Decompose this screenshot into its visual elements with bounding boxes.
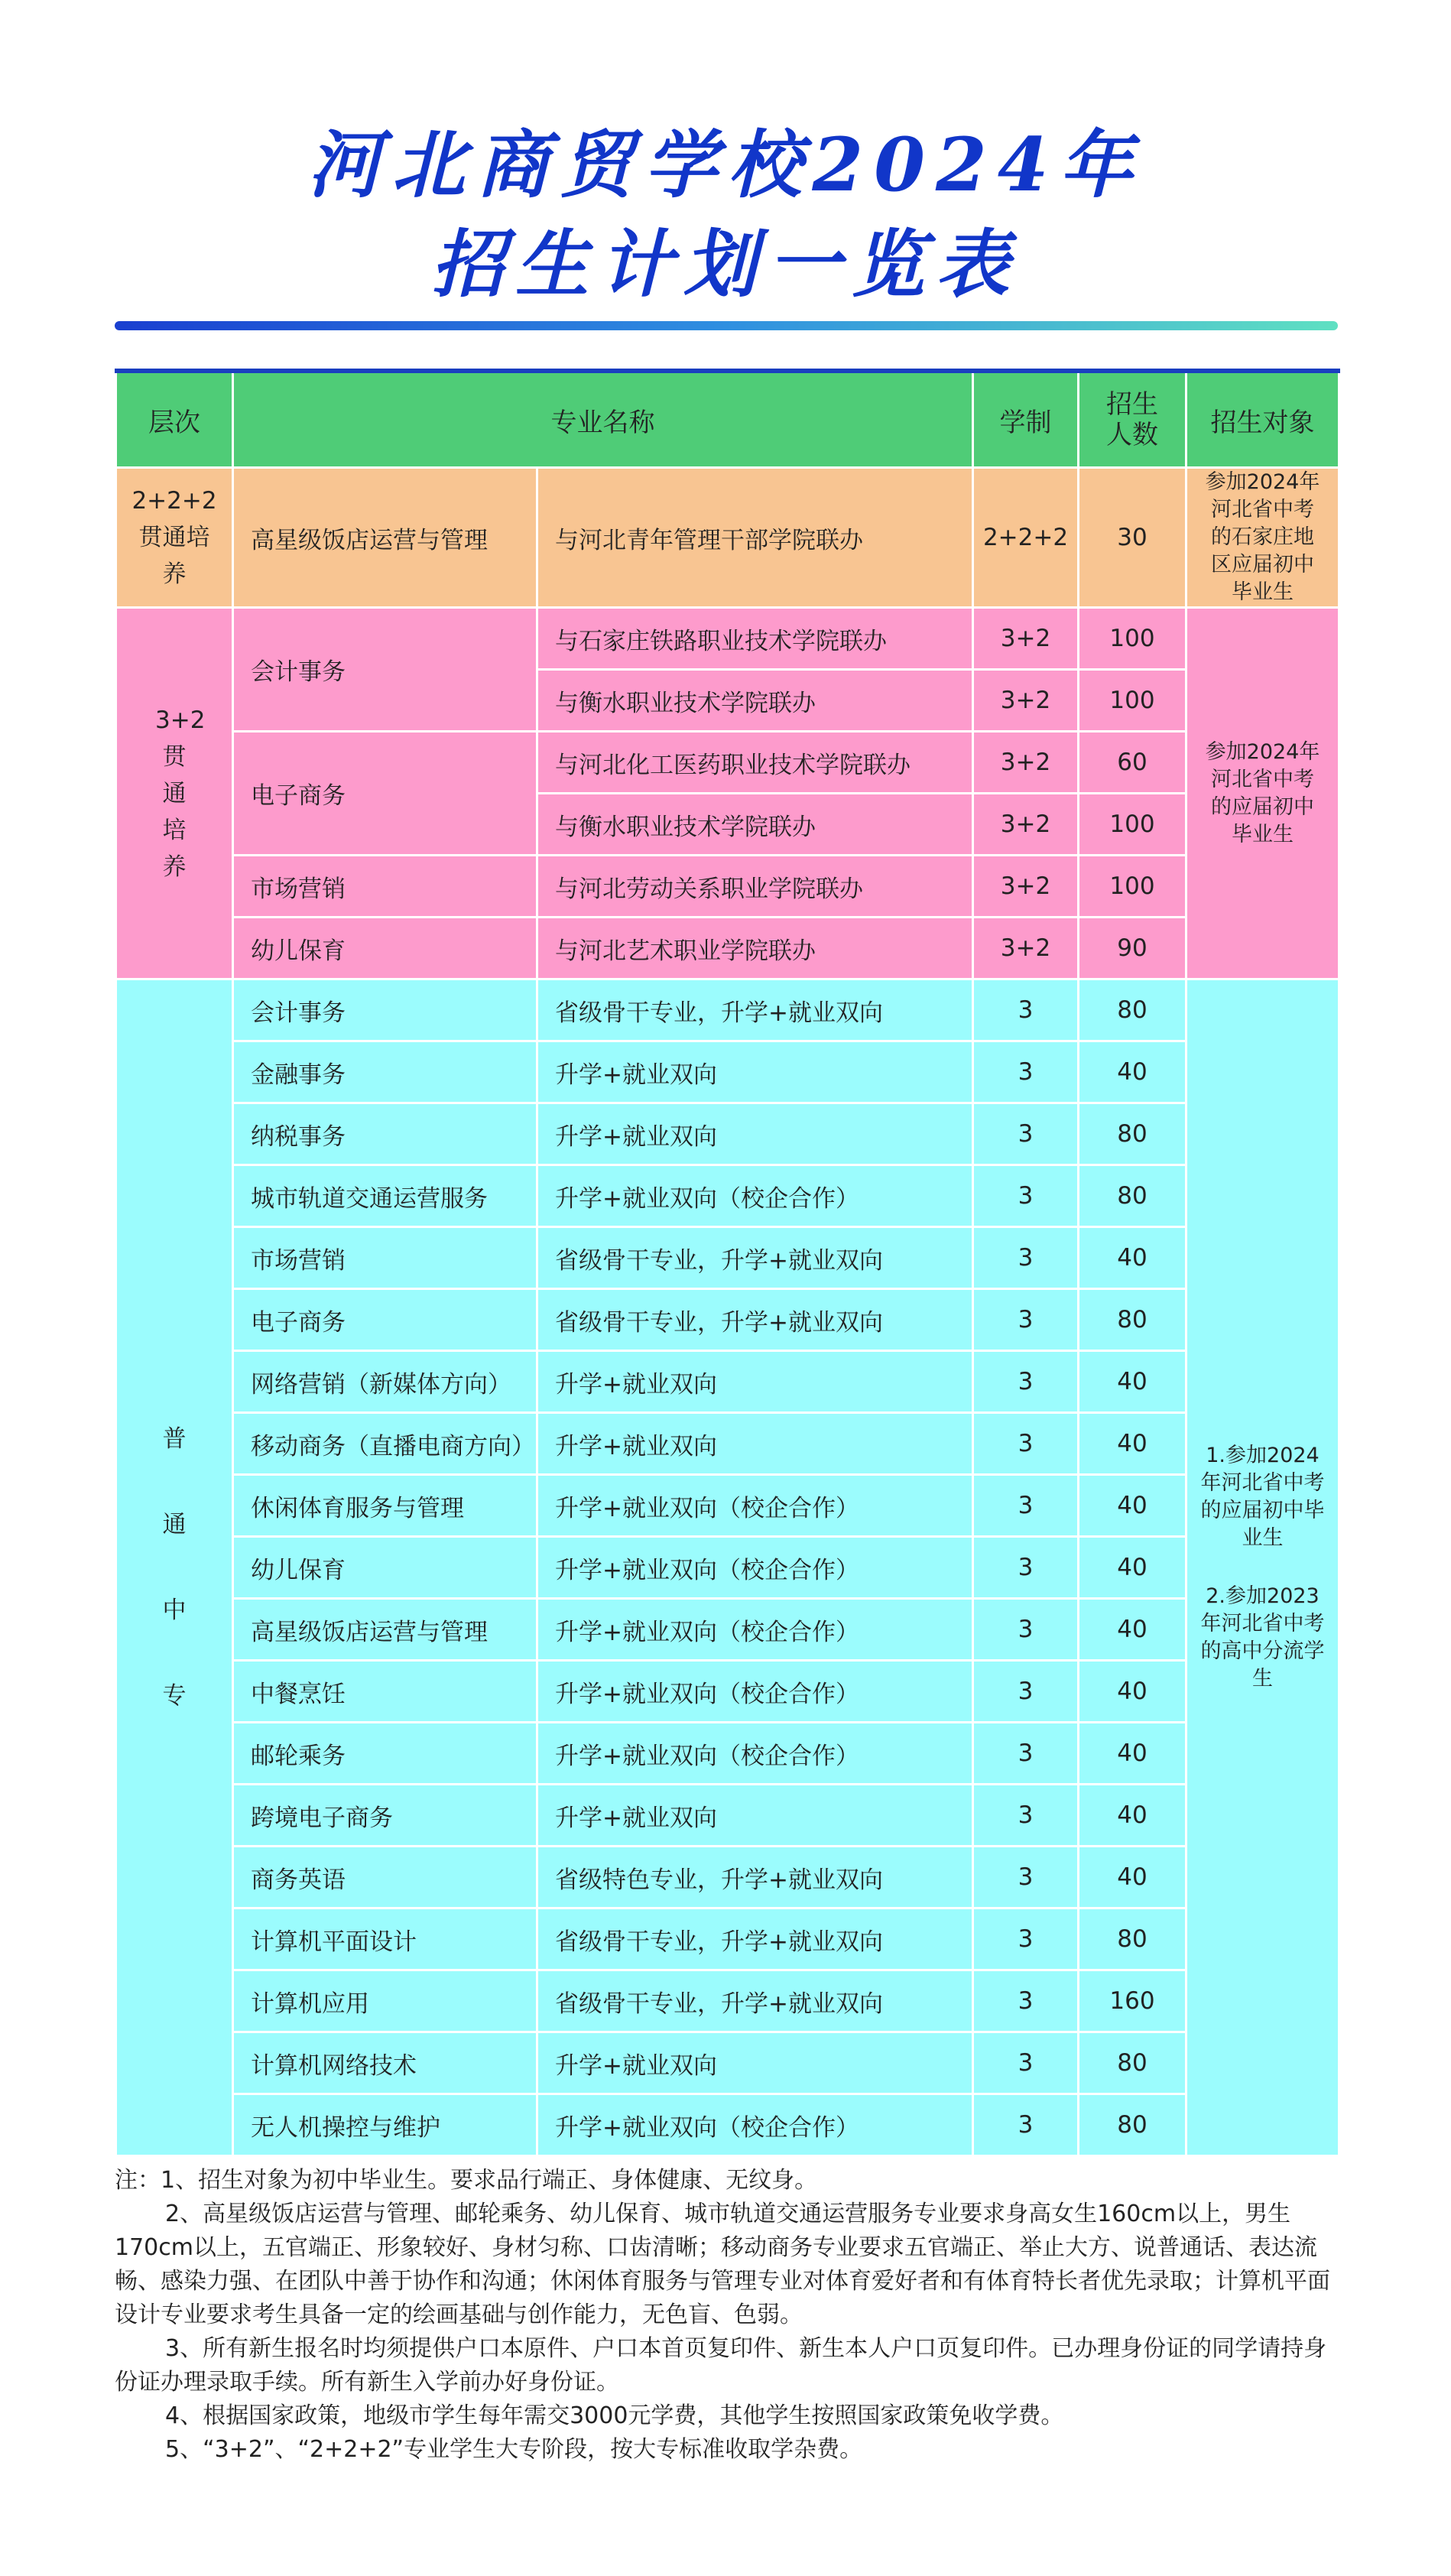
major-cell: 高星级饭店运营与管理: [233, 468, 537, 608]
major-cell: 城市轨道交通运营服务: [233, 1165, 537, 1227]
major-cell: 幼儿保育: [233, 1537, 537, 1599]
quota-cell: 40: [1079, 1041, 1186, 1103]
quota-cell: 30: [1079, 468, 1186, 608]
notes-section: [115, 2164, 1338, 2467]
table-row: [116, 1908, 1339, 1970]
table-row: [116, 468, 1339, 608]
duration-cell: 3: [973, 2094, 1079, 2156]
major-cell: 移动商务（直播电商方向）: [233, 1413, 537, 1475]
note-cell: 省级骨干专业，升学+就业双向: [537, 979, 973, 1041]
quota-cell: 40: [1079, 1413, 1186, 1475]
target-line-1: 1.参加2024年河北省中考的应届初中毕业生: [1200, 1444, 1325, 1550]
note-cell: 与河北化工医药职业技术学院联办: [537, 732, 973, 794]
level-cell: 2+2+2贯通培养: [116, 468, 233, 608]
duration-cell: 3: [973, 1413, 1079, 1475]
major-cell: 休闲体育服务与管理: [233, 1475, 537, 1537]
duration-cell: 3: [973, 1351, 1079, 1413]
table-row: [116, 918, 1339, 979]
quota-cell: 80: [1079, 1908, 1186, 1970]
quota-cell: 100: [1079, 856, 1186, 918]
table-row: [116, 1475, 1339, 1537]
table-row: [116, 1599, 1339, 1661]
note-cell: 升学+就业双向（校企合作）: [537, 1599, 973, 1661]
quota-cell: 40: [1079, 1847, 1186, 1908]
major-cell: 中餐烹饪: [233, 1661, 537, 1723]
page-title-line2: 招生计划一览表: [431, 221, 1020, 307]
table-row: [116, 1413, 1339, 1475]
quota-cell: 80: [1079, 979, 1186, 1041]
note-cell: 升学+就业双向（校企合作）: [537, 2094, 973, 2156]
target-line-2: 2.参加2023年河北省中考的高中分流学生: [1200, 1584, 1325, 1691]
note-cell: 省级骨干专业，升学+就业双向: [537, 1289, 973, 1351]
duration-cell: 3+2: [973, 918, 1079, 979]
quota-cell: 40: [1079, 1785, 1186, 1847]
title-underline: [115, 321, 1338, 330]
note-cell: 与衡水职业技术学院联办: [537, 794, 973, 856]
target-cell: [1186, 979, 1339, 2156]
quota-cell: 60: [1079, 732, 1186, 794]
duration-cell: 3: [973, 1041, 1079, 1103]
table-row: [116, 856, 1339, 918]
major-cell: 会计事务: [233, 979, 537, 1041]
enrollment-plan-table: [115, 369, 1340, 2157]
duration-cell: 3: [973, 1475, 1079, 1537]
duration-cell: 3: [973, 1165, 1079, 1227]
major-cell: 邮轮乘务: [233, 1723, 537, 1785]
note-cell: 升学+就业双向（校企合作）: [537, 1475, 973, 1537]
note-cell: 升学+就业双向: [537, 1103, 973, 1165]
duration-cell: 3: [973, 1289, 1079, 1351]
note-cell: 升学+就业双向（校企合作）: [537, 1723, 973, 1785]
duration-cell: 3+2: [973, 732, 1079, 794]
quota-cell: 100: [1079, 670, 1186, 732]
major-cell: 市场营销: [233, 856, 537, 918]
table-row: [116, 1847, 1339, 1908]
quota-cell: 80: [1079, 2094, 1186, 2156]
major-cell: 无人机操控与维护: [233, 2094, 537, 2156]
major-cell: 幼儿保育: [233, 918, 537, 979]
duration-cell: 3+2: [973, 608, 1079, 670]
duration-cell: 3+2: [973, 794, 1079, 856]
note-cell: 省级骨干专业，升学+就业双向: [537, 1908, 973, 1970]
quota-cell: 100: [1079, 794, 1186, 856]
duration-cell: 3+2: [973, 670, 1079, 732]
duration-cell: 3: [973, 1723, 1079, 1785]
table-row: [116, 1785, 1339, 1847]
major-cell: 计算机应用: [233, 1970, 537, 2032]
quota-cell: 40: [1079, 1475, 1186, 1537]
quota-cell: 40: [1079, 1723, 1186, 1785]
note-item: 5、“3+2”、“2+2+2”专业学生大专阶段，按大专标准收取学杂费。: [165, 2436, 863, 2463]
duration-cell: 3: [973, 1785, 1079, 1847]
table-row: [116, 1103, 1339, 1165]
duration-cell: 3: [973, 1103, 1079, 1165]
duration-cell: 3: [973, 1970, 1079, 2032]
quota-cell: 80: [1079, 2032, 1186, 2094]
table-row: [116, 1661, 1339, 1723]
major-cell: 跨境电子商务: [233, 1785, 537, 1847]
table-row: [116, 1165, 1339, 1227]
quota-cell: 90: [1079, 918, 1186, 979]
note-cell: 省级骨干专业，升学+就业双向: [537, 1970, 973, 2032]
table-row: [116, 608, 1339, 670]
major-cell: 电子商务: [233, 732, 537, 856]
table-row: [116, 1537, 1339, 1599]
note-cell: 与衡水职业技术学院联办: [537, 670, 973, 732]
note-cell: 与河北艺术职业学院联办: [537, 918, 973, 979]
table-row: [116, 1723, 1339, 1785]
duration-cell: 3: [973, 1908, 1079, 1970]
note-cell: 升学+就业双向（校企合作）: [537, 1661, 973, 1723]
table-row: [116, 732, 1339, 794]
header-major: 专业名称: [233, 371, 973, 468]
major-cell: 网络营销（新媒体方向）: [233, 1351, 537, 1413]
note-cell: 升学+就业双向: [537, 1413, 973, 1475]
major-cell: 高星级饭店运营与管理: [233, 1599, 537, 1661]
header-quota: 招生人数: [1079, 371, 1186, 468]
duration-cell: 3+2: [973, 856, 1079, 918]
note-cell: 升学+就业双向: [537, 1041, 973, 1103]
duration-cell: 2+2+2: [973, 468, 1079, 608]
table-row: [116, 1289, 1339, 1351]
quota-cell: 80: [1079, 1103, 1186, 1165]
note-cell: 与河北劳动关系职业学院联办: [537, 856, 973, 918]
table-row: [116, 1041, 1339, 1103]
major-cell: 电子商务: [233, 1289, 537, 1351]
major-cell: 计算机平面设计: [233, 1908, 537, 1970]
table-row: [116, 2094, 1339, 2156]
quota-cell: 100: [1079, 608, 1186, 670]
duration-cell: 3: [973, 979, 1079, 1041]
note-cell: 升学+就业双向: [537, 2032, 973, 2094]
note-item: 4、根据国家政策，地级市学生每年需交3000元学费，其他学生按照国家政策免收学费。: [165, 2402, 1064, 2429]
table-row: [116, 1970, 1339, 2032]
quota-cell: 40: [1079, 1537, 1186, 1599]
quota-cell: 80: [1079, 1165, 1186, 1227]
quota-cell: 40: [1079, 1661, 1186, 1723]
target-cell: 参加2024年河北省中考的应届初中毕业生: [1186, 608, 1339, 979]
table-header-row: [116, 371, 1339, 468]
note-cell: 升学+就业双向（校企合作）: [537, 1165, 973, 1227]
table-row: [116, 1351, 1339, 1413]
duration-cell: 3: [973, 1661, 1079, 1723]
major-cell: 金融事务: [233, 1041, 537, 1103]
level-cell: 3+2贯通培养: [116, 608, 233, 979]
duration-cell: 3: [973, 1537, 1079, 1599]
note-cell: 与石家庄铁路职业技术学院联办: [537, 608, 973, 670]
major-cell: 会计事务: [233, 608, 537, 732]
major-cell: 商务英语: [233, 1847, 537, 1908]
major-cell: 计算机网络技术: [233, 2032, 537, 2094]
note-cell: 与河北青年管理干部学院联办: [537, 468, 973, 608]
target-cell: 参加2024年河北省中考的石家庄地区应届初中毕业生: [1186, 468, 1339, 608]
quota-cell: 40: [1079, 1227, 1186, 1289]
header-duration: 学制: [973, 371, 1079, 468]
table-row: [116, 979, 1339, 1041]
duration-cell: 3: [973, 2032, 1079, 2094]
note-item: 2、高星级饭店运营与管理、邮轮乘务、幼儿保育、城市轨道交通运营服务专业要求身高女生160cm以上，男生170cm以上，五官端正、形象较好、身材匀称、口齿清晰；移动商务专业要求五官端正、举止大方、说普通话、表达流畅、感染力强、在团队中善于协作和沟通；休闲体育服务与管理专业对体育爱好者和有体育特长者优先录取；计算机平面设计专业要求考生具备一定的绘画基础与创作能力，无色盲、色弱。: [115, 2201, 1330, 2328]
note-cell: 升学+就业双向（校企合作）: [537, 1537, 973, 1599]
major-cell: 纳税事务: [233, 1103, 537, 1165]
note-cell: 升学+就业双向: [537, 1785, 973, 1847]
duration-cell: 3: [973, 1599, 1079, 1661]
page-title-line1: 河北商贸学校2024年: [307, 122, 1144, 208]
table-row: [116, 1227, 1339, 1289]
quota-cell: 40: [1079, 1599, 1186, 1661]
note-cell: 省级特色专业，升学+就业双向: [537, 1847, 973, 1908]
note-cell: 升学+就业双向: [537, 1351, 973, 1413]
note-item: 注：1、招生对象为初中毕业生。要求品行端正、身体健康、无纹身。: [115, 2167, 818, 2194]
header-level: 层次: [116, 371, 233, 468]
quota-cell: 80: [1079, 1289, 1186, 1351]
major-cell: 市场营销: [233, 1227, 537, 1289]
duration-cell: 3: [973, 1847, 1079, 1908]
level-cell: 普通中专: [116, 979, 233, 2156]
quota-cell: 40: [1079, 1351, 1186, 1413]
duration-cell: 3: [973, 1227, 1079, 1289]
note-cell: 省级骨干专业，升学+就业双向: [537, 1227, 973, 1289]
quota-cell: 160: [1079, 1970, 1186, 2032]
header-target: 招生对象: [1186, 371, 1339, 468]
note-item: 3、所有新生报名时均须提供户口本原件、户口本首页复印件、新生本人户口页复印件。已办理身份证的同学请持身份证办理录取手续。所有新生入学前办好身份证。: [115, 2335, 1327, 2396]
table-row: [116, 2032, 1339, 2094]
